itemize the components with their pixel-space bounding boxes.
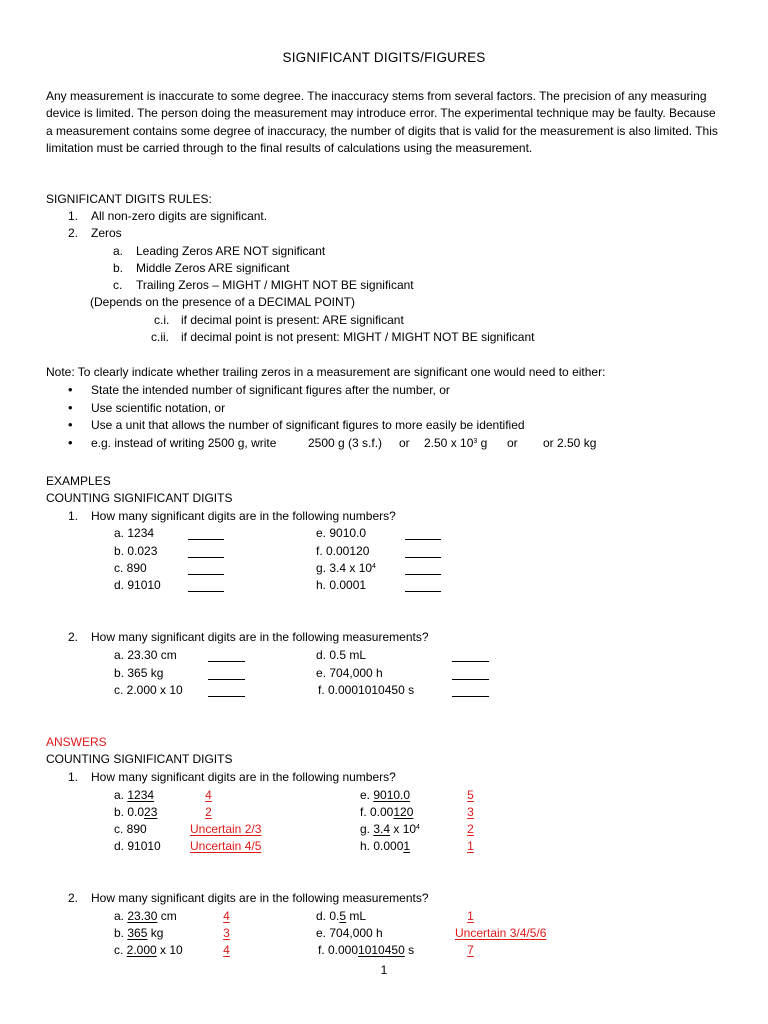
answer-h bbox=[360, 839, 410, 853]
answer-m-d-significant: 5 bbox=[339, 909, 347, 923]
answer-c: c. 890 bbox=[114, 822, 147, 836]
example-q1-g bbox=[316, 561, 376, 575]
answer-m-d-prefix: d. 0. bbox=[316, 909, 340, 923]
answer-blank[interactable] bbox=[405, 528, 441, 540]
answer-m-c-value: 4 bbox=[223, 943, 230, 957]
answer-blank[interactable] bbox=[405, 563, 441, 575]
answer-d: d. 91010 bbox=[114, 839, 161, 853]
note-bullet-4a: e.g. instead of writing 2500 g, write bbox=[91, 436, 277, 450]
example-q1-g-text: g. 3.4 x 10 bbox=[316, 561, 373, 575]
sci-mantissa: 2.50 x 10 bbox=[424, 436, 474, 450]
answer-m-d-suffix: mL bbox=[346, 909, 367, 923]
answers-q2: How many significant digits are in the following measurements? bbox=[91, 891, 429, 905]
answer-blank[interactable] bbox=[405, 580, 441, 592]
rule-1: All non-zero digits are significant. bbox=[91, 209, 268, 223]
answer-g-exponent: 4 bbox=[416, 824, 420, 831]
example-q2-b: b. 365 kg bbox=[114, 666, 164, 680]
rule-1-number: 1. bbox=[68, 209, 79, 223]
sci-exponent: 3 bbox=[473, 438, 478, 445]
intro-paragraph: Any measurement is inaccurate to some degree. The inaccuracy stems from several factors. The precision of any measuring device is limited. The person doing the measurement may introduce error. The experimental technique may be faulty. Because a measurement contains some degree of inaccuracy, the number of digits that is valid for the measurement is also limited. This limitation must be carried through to the final results of calculations using the measurement. bbox=[46, 89, 718, 156]
bullet-3: • bbox=[68, 417, 73, 432]
answer-m-a-significant: 23.30 bbox=[127, 909, 158, 923]
answers-q1-number: 1. bbox=[68, 770, 79, 784]
note-bullet-3: Use a unit that allows the number of significant figures to more easily be identified bbox=[91, 418, 525, 432]
answer-m-c-significant: 2.000 bbox=[126, 943, 157, 957]
rule-2: Zeros bbox=[91, 226, 122, 240]
answer-a-prefix: a. bbox=[114, 788, 128, 802]
answer-e-prefix: e. bbox=[360, 788, 374, 802]
answers-q2-number: 2. bbox=[68, 891, 79, 905]
note-bullet-4c bbox=[424, 436, 487, 450]
rule-depends-note: (Depends on the presence of a DECIMAL POINT) bbox=[90, 295, 356, 309]
answer-m-f-suffix: s bbox=[404, 943, 415, 957]
answer-a bbox=[114, 788, 154, 802]
answer-m-b bbox=[114, 926, 163, 940]
answer-m-f-significant: 1010450 bbox=[358, 943, 405, 957]
rule-ci-label: c.i. bbox=[154, 313, 170, 327]
answer-b-prefix: b. 0.0 bbox=[114, 805, 145, 819]
example-q1-f: f. 0.00120 bbox=[316, 544, 370, 558]
answer-a-significant: 1234 bbox=[127, 788, 155, 802]
answer-g-value: 2 bbox=[467, 822, 474, 836]
answer-m-b-significant: 365 bbox=[127, 926, 148, 940]
example-q2: How many significant digits are in the following measurements? bbox=[91, 630, 429, 644]
example-q1: How many significant digits are in the following numbers? bbox=[91, 509, 396, 523]
note-or-1: or bbox=[399, 436, 410, 450]
example-q2-c: c. 2.000 x 10 bbox=[114, 683, 183, 697]
answer-f-value: 3 bbox=[467, 805, 474, 819]
answer-e-significant: 9010.0 bbox=[373, 788, 411, 802]
answer-blank[interactable] bbox=[188, 580, 224, 592]
answer-blank[interactable] bbox=[405, 546, 441, 558]
example-q1-d: d. 91010 bbox=[114, 578, 161, 592]
answer-f bbox=[360, 805, 413, 819]
rule-2a-label: a. bbox=[113, 244, 124, 258]
rules-heading: SIGNIFICANT DIGITS RULES: bbox=[46, 192, 212, 206]
rule-2a: Leading Zeros ARE NOT significant bbox=[136, 244, 326, 258]
example-q1-c: c. 890 bbox=[114, 561, 147, 575]
answer-blank[interactable] bbox=[188, 546, 224, 558]
note-bullet-1: State the intended number of significant figures after the number, or bbox=[91, 383, 450, 397]
answer-m-e: e. 704,000 h bbox=[316, 926, 383, 940]
bullet-4: • bbox=[68, 435, 73, 450]
answer-blank[interactable] bbox=[452, 685, 489, 697]
answer-m-a-prefix: a. bbox=[114, 909, 128, 923]
rule-2c-label: c. bbox=[113, 278, 123, 292]
answer-m-c bbox=[114, 943, 183, 957]
rule-2-number: 2. bbox=[68, 226, 79, 240]
example-q2-e: e. 704,000 h bbox=[316, 666, 383, 680]
answer-blank[interactable] bbox=[208, 650, 245, 662]
answer-m-d-value: 1 bbox=[467, 909, 474, 923]
rule-cii-label: c.ii. bbox=[151, 330, 169, 344]
answer-m-a bbox=[114, 909, 177, 923]
answer-blank[interactable] bbox=[452, 668, 489, 680]
examples-subheading: COUNTING SIGNIFICANT DIGITS bbox=[46, 491, 233, 505]
bullet-2: • bbox=[68, 400, 73, 415]
note-intro: Note: To clearly indicate whether trailing zeros in a measurement are significant one would need to either: bbox=[46, 365, 606, 379]
example-q1-a: a. 1234 bbox=[114, 526, 155, 540]
answer-a-value: 4 bbox=[205, 788, 212, 802]
answer-d-value: Uncertain 4/5 bbox=[190, 839, 262, 853]
answer-m-b-value: 3 bbox=[223, 926, 230, 940]
answer-blank[interactable] bbox=[188, 563, 224, 575]
answer-h-value: 1 bbox=[467, 839, 474, 853]
answers-heading: ANSWERS bbox=[46, 735, 107, 749]
answer-m-a-value: 4 bbox=[223, 909, 230, 923]
answer-m-e-value: Uncertain 3/4/5/6 bbox=[455, 926, 547, 940]
answer-m-d bbox=[316, 909, 366, 923]
answer-g-prefix: g. bbox=[360, 822, 374, 836]
answer-c-value: Uncertain 2/3 bbox=[190, 822, 262, 836]
answer-m-a-suffix: cm bbox=[157, 909, 177, 923]
note-bullet-4d: or 2.50 kg bbox=[543, 436, 597, 450]
rule-2c: Trailing Zeros – MIGHT / MIGHT NOT BE significant bbox=[136, 278, 414, 292]
answer-blank[interactable] bbox=[452, 650, 489, 662]
example-q2-a: a. 23.30 cm bbox=[114, 648, 177, 662]
example-q1-e: e. 9010.0 bbox=[316, 526, 367, 540]
note-bullet-4b: 2500 g (3 s.f.) bbox=[308, 436, 383, 450]
examples-heading: EXAMPLES bbox=[46, 474, 111, 488]
answer-m-f-prefix: f. 0.000 bbox=[318, 943, 359, 957]
example-q2-f: f. 0.0001010450 s bbox=[318, 683, 415, 697]
answer-h-significant: 1 bbox=[403, 839, 411, 853]
answer-m-b-prefix: b. bbox=[114, 926, 128, 940]
answers-q1: How many significant digits are in the following numbers? bbox=[91, 770, 396, 784]
rule-cii: if decimal point is not present: MIGHT / MIGHT NOT BE significant bbox=[181, 330, 535, 344]
example-q1-h: h. 0.0001 bbox=[316, 578, 367, 592]
answer-m-f bbox=[318, 943, 414, 957]
rule-2b: Middle Zeros ARE significant bbox=[136, 261, 290, 275]
example-q2-number: 2. bbox=[68, 630, 79, 644]
page-number: 1 bbox=[380, 963, 388, 977]
example-q1-g-exponent: 4 bbox=[372, 563, 376, 570]
note-bullet-2: Use scientific notation, or bbox=[91, 401, 226, 415]
page-title: SIGNIFICANT DIGITS/FIGURES bbox=[282, 50, 486, 65]
answer-m-f-value: 7 bbox=[467, 943, 474, 957]
answer-g bbox=[360, 822, 420, 836]
bullet-1: • bbox=[68, 382, 73, 397]
answer-e bbox=[360, 788, 410, 802]
answers-subheading: COUNTING SIGNIFICANT DIGITS bbox=[46, 752, 233, 766]
answer-g-suffix: x 10 bbox=[390, 822, 417, 836]
answer-f-significant: 120 bbox=[393, 805, 414, 819]
answer-m-b-suffix: kg bbox=[147, 926, 164, 940]
answer-blank[interactable] bbox=[188, 528, 224, 540]
answer-m-c-prefix: c. bbox=[114, 943, 127, 957]
example-q1-b: b. 0.023 bbox=[114, 544, 158, 558]
example-q1-number: 1. bbox=[68, 509, 79, 523]
answer-b-significant: 23 bbox=[144, 805, 158, 819]
answer-f-prefix: f. 0.00 bbox=[360, 805, 394, 819]
answer-g-significant: 3.4 bbox=[373, 822, 391, 836]
answer-blank[interactable] bbox=[208, 685, 245, 697]
answer-h-prefix: h. 0.000 bbox=[360, 839, 404, 853]
rule-2b-label: b. bbox=[113, 261, 124, 275]
answer-e-value: 5 bbox=[467, 788, 474, 802]
answer-m-c-suffix: x 10 bbox=[156, 943, 183, 957]
answer-b-value: 2 bbox=[205, 805, 212, 819]
example-q2-d: d. 0.5 mL bbox=[316, 648, 367, 662]
sci-unit: g bbox=[477, 436, 488, 450]
answer-blank[interactable] bbox=[208, 668, 245, 680]
rule-ci: if decimal point is present: ARE significant bbox=[181, 313, 404, 327]
answer-b bbox=[114, 805, 157, 819]
note-or-2: or bbox=[507, 436, 518, 450]
